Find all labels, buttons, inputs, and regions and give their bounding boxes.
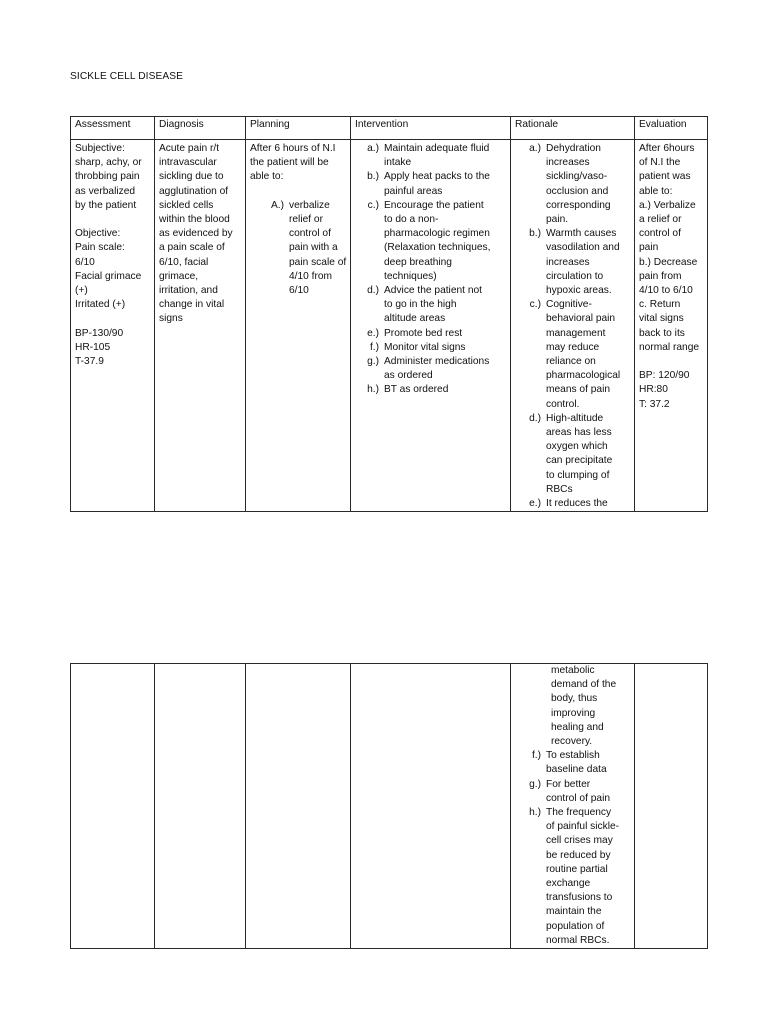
list-item [523, 778, 630, 806]
text-line: The frequency [546, 807, 612, 819]
text-line: Encourage the patient [384, 199, 484, 211]
text-line: change in vital [159, 299, 225, 311]
planning-intro [250, 142, 346, 185]
text-line: can precipitate [546, 455, 613, 467]
text-line: BP-130/90 [75, 327, 124, 339]
header-row [71, 117, 708, 140]
text-line: painful areas [384, 185, 443, 197]
evaluation-text [639, 142, 703, 355]
text-line: Promote bed rest [384, 327, 463, 339]
list-item-text [384, 327, 506, 341]
text-line: population of [546, 920, 605, 932]
list-item-text [384, 355, 506, 383]
text-line: pharmacological [546, 370, 621, 382]
text-line: T: 37.2 [639, 398, 670, 410]
text-line: Pain scale: [75, 242, 125, 254]
text-line: by the patient [75, 199, 137, 211]
text-line: After 6 hours of N.I [250, 143, 336, 154]
header-intervention: Intervention [351, 117, 511, 140]
text-line: Warmth causes [546, 228, 617, 240]
text-line: Advice the patient not [384, 285, 482, 297]
text-line: able to: [639, 185, 673, 197]
list-marker: a.) [367, 143, 379, 154]
text-line: 4/10 to 6/10 [639, 285, 693, 297]
text-line: oxygen which [546, 441, 608, 453]
text-line: healing and [551, 721, 604, 733]
text-line: corresponding [546, 199, 611, 211]
text-line: Monitor vital signs [384, 341, 466, 353]
text-line: normal RBCs. [546, 934, 610, 946]
text-line: HR-105 [75, 341, 111, 353]
list-marker: a.) [529, 143, 541, 154]
list-marker: e.) [529, 498, 541, 510]
text-line: 4/10 from [289, 270, 333, 282]
list-item [361, 327, 506, 341]
evaluation-vitals [639, 369, 703, 412]
planning-cell-cont [246, 664, 351, 949]
assessment-cell [71, 140, 155, 512]
text-line: Subjective: [75, 143, 125, 154]
text-line: able to: [250, 171, 284, 183]
text-line: intravascular [159, 157, 217, 169]
evaluation-cell [635, 140, 708, 512]
list-item-text [546, 749, 630, 777]
subjective-block [75, 142, 150, 213]
text-line: patient was [639, 171, 691, 183]
objective-block [75, 227, 150, 312]
text-line: For better [546, 778, 591, 790]
text-line: Irritated (+) [75, 299, 126, 311]
text-line: normal range [639, 341, 700, 353]
list-item-text [384, 142, 506, 170]
text-line: control of [289, 228, 331, 240]
header-rationale: Rationale [511, 117, 635, 140]
text-line: altitude areas [384, 313, 446, 325]
text-line: recovery. [551, 736, 593, 748]
text-line: intake [384, 157, 412, 169]
text-line: sickled cells [159, 199, 214, 211]
list-item-text [546, 412, 630, 497]
text-line: Maintain adequate fluid [384, 143, 490, 154]
list-item [361, 355, 506, 383]
list-item [523, 806, 630, 948]
text-line: as ordered [384, 370, 433, 382]
text-line: grimace, [159, 270, 199, 282]
text-line: pain. [546, 214, 569, 226]
text-line: hypoxic areas. [546, 285, 612, 297]
text-line: baseline data [546, 764, 607, 776]
list-item-text [546, 298, 630, 412]
text-line: routine partial [546, 863, 608, 875]
text-line: maintain the [546, 906, 602, 918]
text-line: Apply heat packs to the [384, 171, 490, 183]
text-line: improving [551, 707, 596, 719]
list-item-text [384, 383, 506, 397]
list-item-text [384, 284, 506, 327]
text-line: means of pain [546, 384, 610, 396]
text-line: pain [639, 242, 659, 254]
text-line: back to its [639, 327, 685, 339]
planning-cell [246, 140, 351, 512]
text-line: sickling/vaso- [546, 171, 608, 183]
text-line: exchange [546, 878, 591, 890]
text-line: occlusion and [546, 185, 609, 197]
text-line: pain with a [289, 242, 338, 254]
text-line: transfusions to [546, 892, 613, 904]
text-line: a pain scale of [159, 242, 225, 254]
text-line: as verbalized [75, 185, 136, 197]
list-item [361, 199, 506, 284]
list-marker: c.) [529, 299, 541, 311]
text-line: increases [546, 157, 590, 169]
list-marker: d.) [367, 285, 379, 297]
list-item [523, 227, 630, 298]
list-item [523, 497, 630, 511]
text-line: behavioral pain [546, 313, 616, 325]
text-line: Facial grimace [75, 270, 142, 282]
text-line: the patient will be [250, 157, 329, 169]
diagnosis-cell-cont [155, 664, 246, 949]
header-evaluation: Evaluation [635, 117, 708, 140]
list-marker: f.) [369, 341, 379, 353]
text-line: T-37.9 [75, 356, 104, 368]
list-marker: g.) [529, 778, 541, 790]
care-plan-table-page-1 [70, 116, 708, 512]
text-line: within the blood [159, 214, 230, 226]
document-title: SICKLE CELL DISEASE [70, 71, 184, 82]
text-line: circulation to [546, 270, 604, 282]
diagnosis-text [159, 142, 241, 327]
text-line: Administer medications [384, 356, 490, 368]
list-marker: g.) [367, 356, 379, 368]
text-line: pharmacologic regimen [384, 228, 490, 240]
list-item [523, 749, 630, 777]
content-row [71, 140, 708, 512]
text-line: pain scale of [289, 256, 347, 268]
list-marker: h.) [529, 807, 541, 819]
text-line: (+) [75, 285, 88, 297]
list-marker: c.) [367, 199, 379, 211]
diagnosis-cell [155, 140, 246, 512]
text-line: control of [639, 228, 681, 240]
list-item-text [384, 170, 506, 198]
text-line: control. [546, 398, 580, 410]
list-item-text [546, 778, 630, 806]
text-line: sharp, achy, or [75, 157, 142, 169]
list-item-text [546, 227, 630, 298]
list-item [523, 298, 630, 412]
text-line: demand of the [551, 679, 617, 691]
continuation-row [71, 664, 708, 949]
text-line: High-altitude [546, 412, 604, 424]
text-line: irritation, and [159, 285, 218, 297]
text-line: areas has less [546, 427, 612, 439]
text-line: 6/10 [289, 285, 309, 297]
text-line: cell crises may [546, 835, 613, 847]
text-line: metabolic [551, 665, 595, 676]
text-line: It reduces the [546, 498, 608, 510]
rationale-list [515, 142, 630, 511]
text-line: deep breathing [384, 256, 452, 268]
rationale-list-cont [515, 749, 630, 948]
list-item-text [546, 806, 630, 948]
text-line: (Relaxation techniques, [384, 242, 491, 254]
list-item-text [546, 142, 630, 227]
text-line: BP: 120/90 [639, 370, 690, 382]
text-line: c. Return [639, 299, 681, 311]
list-marker: b.) [529, 228, 541, 240]
list-item-text [384, 341, 506, 355]
header-assessment: Assessment [71, 117, 155, 140]
list-marker: f.) [531, 750, 541, 762]
text-line: Acute pain r/t [159, 143, 220, 154]
planning-goal-text [289, 199, 346, 298]
header-diagnosis: Diagnosis [155, 117, 246, 140]
list-item [523, 142, 630, 227]
text-line: control of pain [546, 792, 610, 804]
text-line: as evidenced by [159, 228, 233, 240]
text-line: signs [159, 313, 183, 325]
text-line: verbalize [289, 199, 330, 211]
list-item [361, 284, 506, 327]
planning-goal-item [264, 199, 346, 298]
list-marker: b.) [367, 171, 379, 183]
list-item-text [546, 497, 630, 511]
intervention-cell [351, 140, 511, 512]
text-line: throbbing pain [75, 171, 140, 183]
intervention-cell-cont [351, 664, 511, 949]
text-line: sickling due to [159, 171, 224, 183]
text-line: pain from [639, 270, 682, 282]
text-line: management [546, 327, 606, 339]
list-item-text [384, 199, 506, 284]
text-line: relief or [289, 214, 323, 225]
text-line: agglutination of [159, 185, 229, 197]
text-line: body, thus [551, 693, 598, 705]
list-marker: h.) [367, 384, 379, 396]
list-item [361, 170, 506, 198]
text-line: to do a non- [384, 214, 439, 226]
text-line: to go in the high [384, 299, 457, 311]
assessment-cell-cont [71, 664, 155, 949]
text-line: reliance on [546, 356, 596, 368]
list-item [361, 383, 506, 397]
text-line: vasodilation and [546, 242, 620, 254]
text-line: of painful sickle- [546, 821, 620, 833]
text-line: vital signs [639, 313, 684, 325]
intervention-list [355, 142, 506, 398]
text-line: be reduced by [546, 849, 611, 861]
text-line: HR:80 [639, 384, 668, 396]
rationale-cell-cont [511, 664, 635, 949]
list-item [361, 341, 506, 355]
text-line: Dehydration [546, 143, 601, 154]
list-marker: d.) [529, 412, 541, 424]
text-line: Cognitive- [546, 299, 592, 311]
care-plan-table-page-2 [70, 663, 708, 949]
text-line: BT as ordered [384, 384, 449, 396]
text-line: 6/10, facial [159, 256, 209, 268]
header-planning: Planning [246, 117, 351, 140]
assessment-vitals-block [75, 327, 150, 370]
text-line: 6/10 [75, 256, 95, 268]
text-line: After 6hours [639, 143, 695, 154]
text-line: may reduce [546, 341, 600, 353]
text-line: of N.I the [639, 157, 681, 169]
planning-goal-marker: A.) [270, 199, 284, 211]
text-line: RBCs [546, 483, 573, 495]
text-line: to clumping of [546, 469, 610, 481]
list-item [361, 142, 506, 170]
rationale-cell [511, 140, 635, 512]
text-line: increases [546, 256, 590, 268]
list-marker: e.) [367, 327, 379, 339]
text-line: a relief or [639, 214, 682, 226]
evaluation-cell-cont [635, 664, 708, 949]
text-line: techniques) [384, 270, 437, 282]
text-line: To establish [546, 750, 600, 762]
text-line: a.) Verbalize [639, 199, 696, 211]
text-line: b.) Decrease [639, 256, 698, 268]
rationale-continuation [551, 664, 630, 749]
text-line: Objective: [75, 228, 121, 240]
list-item [523, 412, 630, 497]
